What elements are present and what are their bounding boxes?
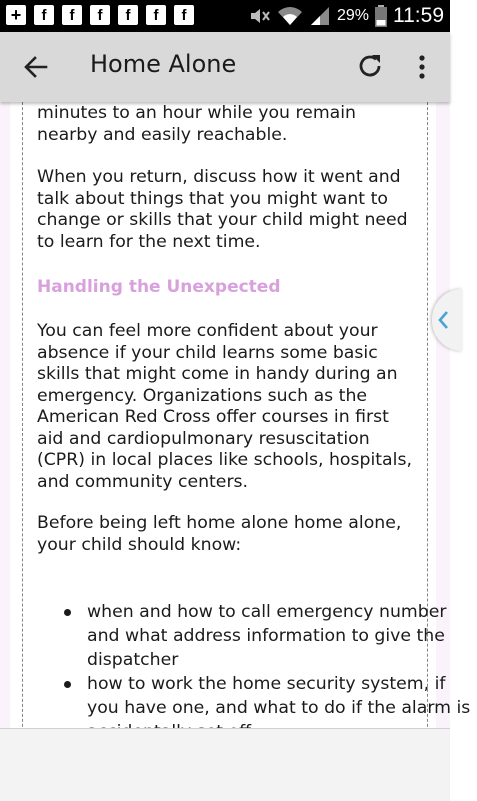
article-scroll-area[interactable]	[0, 102, 471, 728]
back-arrow-icon[interactable]	[20, 51, 52, 83]
bullet-icon	[64, 609, 71, 616]
app-bar	[0, 32, 450, 102]
paragraph-confidence: You can feel more confident about your absence if your child learns some basic skills that might come in handy during an emergency. Organizations such as the American Red Cross offer courses in first aid and cardiopulmonary resuscitation (CPR) in local places like schools, hospitals, and community centers.	[37, 321, 412, 492]
battery-icon	[375, 5, 387, 27]
signal-icon	[309, 5, 331, 27]
facebook-icon: f	[34, 5, 54, 25]
facebook-icon: f	[146, 5, 166, 25]
refresh-icon[interactable]	[355, 51, 385, 81]
facebook-icon: f	[174, 5, 194, 25]
skills-list	[37, 600, 477, 744]
facebook-icon: f	[90, 5, 110, 25]
list-item	[87, 600, 477, 672]
chevron-left-icon	[436, 310, 450, 330]
bottom-panel	[0, 728, 450, 801]
list-item-text: how to work the home security system, if you have one, and what to do if the alarm is	[87, 674, 471, 718]
list-item-text: when and how to call emergency number and what address information to give the dispatcher	[87, 602, 447, 670]
page-margin-left	[0, 102, 10, 728]
paragraph-intro-end: minutes to an hour while you remain nearby and easily reachable.	[37, 103, 356, 145]
battery-percent: 29%	[336, 7, 369, 24]
mute-icon	[249, 6, 271, 26]
paragraph-before: Before being left home alone home alone, your child should know:	[37, 513, 402, 555]
section-heading: Handling the Unexpected	[37, 277, 281, 297]
notification-icons	[6, 5, 194, 25]
page-title: Home Alone	[90, 50, 237, 78]
facebook-icon: f	[118, 5, 138, 25]
overflow-menu-icon[interactable]	[412, 52, 432, 82]
status-bar	[0, 0, 450, 32]
facebook-icon: f	[62, 5, 82, 25]
wifi-icon	[277, 5, 303, 27]
clock: 11:59	[393, 4, 444, 27]
paragraph-return: When you return, discuss how it went and talk about things that you might want to change or skills that your child might need to learn for the next time.	[37, 167, 408, 252]
plus-icon: +	[6, 5, 26, 25]
bullet-icon	[64, 681, 71, 688]
